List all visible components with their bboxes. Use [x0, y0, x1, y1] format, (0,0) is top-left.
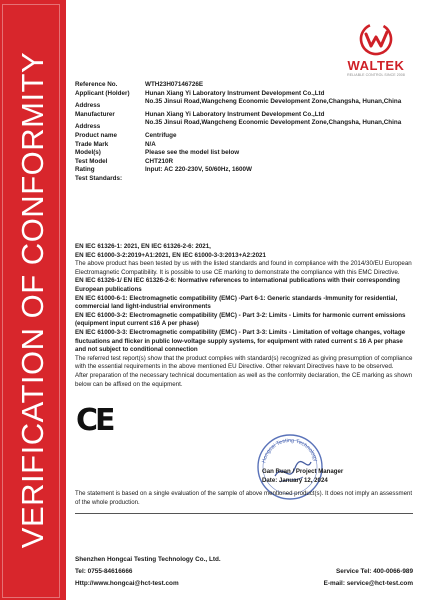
presumption-paragraph: The referred test report(s) show that the product complies with standard(s) recognized as giving presumption of compliance with the essential requirements in the above mentioned EU Directive. Other relevant Directives have to be observed. — [75, 354, 413, 371]
logo-wordmark: WALTEK — [347, 58, 405, 73]
standard-description: EN IEC 61000-3-2: Electromagnetic compatibility (EMC) - Part 3-2: Limits - Limits for harmonic current emissions (equipment input current ≤16 A per phase) — [75, 311, 406, 328]
certificate-fields — [75, 81, 413, 184]
banner-title: VERIFICATION OF CONFORMITY — [15, 51, 50, 549]
field-row — [75, 158, 413, 167]
waltek-emblem-icon — [358, 22, 394, 56]
evaluation-statement: The statement is based on a single evaluation of the sample of above mentioned product(s). It does not imply an assessment of the whole production. — [75, 490, 413, 506]
footer-company — [75, 556, 413, 563]
standard-description: EN IEC 61000-3-3: Electromagnetic compatibility (EMC) - Part 3-3: Limits - Limitation of voltage changes, voltage fluctuations and flicker in public low-voltage supply systems, for equipment with rated current ≤ 16 A per phase and not subject to conditional connection — [75, 328, 406, 354]
standards-line: EN IEC 61326-1: 2021, EN IEC 61326-2-6: 2021, — [75, 243, 211, 250]
side-banner — [0, 0, 66, 600]
footer-email[interactable]: E-mail: service@hct-test.com — [323, 580, 413, 587]
field-value: No.35 Jinsui Road,Wangcheng Economic Development Zone,Changsha, Hunan,China — [145, 98, 402, 106]
field-row — [75, 98, 413, 111]
field-value: Hunan Xiang Yi Laboratory Instrument Development Co.,Ltd — [145, 89, 325, 97]
footer-web-row — [75, 580, 413, 587]
field-value: Centrifuge — [145, 131, 177, 139]
field-value: Input: AC 220-230V, 50/60Hz, 1600W — [145, 166, 252, 174]
standards-line: EN IEC 61000-3-2:2019+A1:2021, EN IEC 61000-3-3:2013+A2:2021 — [75, 251, 266, 259]
svg-text:Hongcai Testing Technology: Hongcai Testing Technology — [261, 437, 319, 464]
field-row — [75, 111, 413, 120]
field-label: Trade Mark — [75, 140, 109, 148]
footer-tel: Tel: 0755-84616666 — [75, 568, 133, 575]
field-value: Hunan Xiang Yi Laboratory Instrument Development Co.,Ltd — [145, 110, 325, 118]
ce-marking-paragraph: After preparation of the necessary technical documentation as well as the conformity declaration, the CE marking as shown below can be affixed on the equipment. — [75, 371, 413, 388]
field-value: Please see the model list below — [145, 149, 240, 157]
signature-block — [262, 467, 343, 485]
field-label: Product name — [75, 131, 117, 139]
standard-description: EN IEC 61326-1/ EN IEC 61326-2-6: Normative references to international publications with their corresponding European publications — [75, 277, 400, 293]
field-label: Applicant (Holder) — [75, 89, 130, 97]
field-label: Reference No. — [75, 81, 118, 88]
field-row — [75, 119, 413, 132]
field-row — [75, 141, 413, 150]
company-logo — [340, 22, 412, 77]
field-row — [75, 166, 413, 175]
footer-service-tel: Service Tel: 400-0066-989 — [336, 568, 413, 575]
standards-heading-row — [75, 175, 413, 184]
footer-website[interactable]: Http://www.hongcai@hct-test.com — [75, 580, 179, 587]
field-value: No.35 Jinsui Road,Wangcheng Economic Development Zone,Changsha, Hunan,China — [145, 119, 402, 127]
ce-mark: CE — [76, 403, 113, 438]
compliance-paragraph: The above product has been tested by us with the listed standards and found in compliance with the 2014/30/EU European Electromagnetic Compatibility. It is possible to use CE marking to demonstrate the compliance with this EMC Directive. — [75, 260, 412, 276]
footer-phone-row — [75, 568, 413, 575]
footer-divider — [75, 513, 413, 514]
field-row — [75, 149, 413, 158]
signature-date: Date: January 12, 2024 — [262, 477, 328, 484]
field-label: Test Model — [75, 157, 108, 165]
field-row — [75, 81, 413, 90]
field-value: N/A — [145, 140, 156, 148]
field-label: Address — [75, 102, 101, 110]
field-label: Address — [75, 123, 101, 131]
field-row — [75, 90, 413, 99]
field-row — [75, 132, 413, 141]
field-label: Model(s) — [75, 149, 101, 157]
logo-tagline: RELIABLE CONTROL SINCE 2008 — [347, 73, 405, 77]
signer-name: Gan Ruan / Project Manager — [262, 468, 344, 475]
footer-company-name: Shenzhen Hongcai Testing Technology Co., Ltd. — [75, 556, 221, 563]
field-value: WTH23H07146726E — [145, 81, 204, 88]
field-value: CHT210R — [145, 157, 173, 165]
field-label: Rating — [75, 166, 95, 174]
field-label: Manufacturer — [75, 110, 115, 118]
standards-heading: Test Standards: — [75, 174, 123, 182]
certificate-body — [75, 243, 413, 389]
standard-description: EN IEC 61000-6-1: Electromagnetic compatibility (EMC) -Part 6-1: Generic standards -Immunity for residential, commercial land light-industrial environments — [75, 294, 398, 311]
